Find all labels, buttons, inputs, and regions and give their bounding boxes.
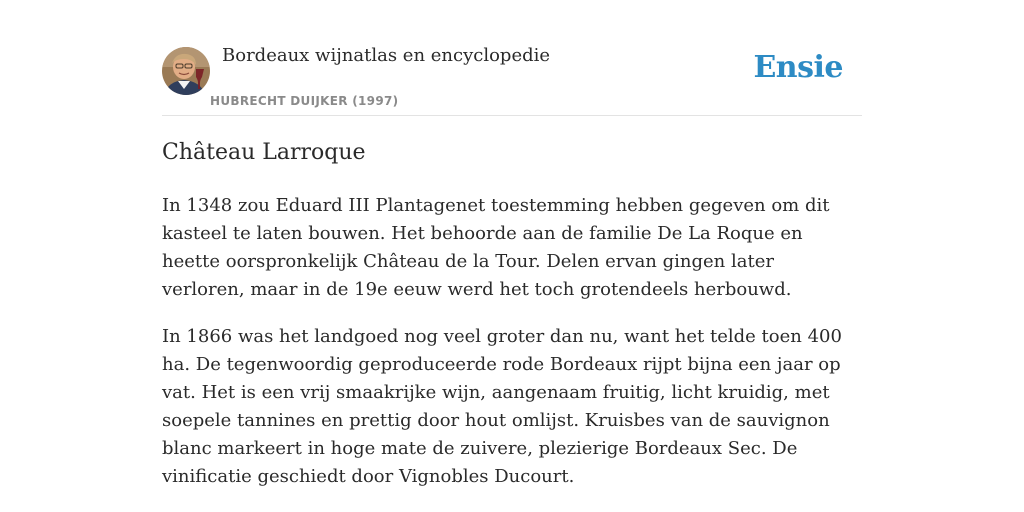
- page: [162, 0, 862, 512]
- article-paragraph-2: In 1866 was het landgoed nog veel groter dan nu, want het telde toen 400 ha. De tegenwoordig geproduceerde rode Bordeaux rijpt bijna een jaar op vat. Het is een vrij smaakrijke wijn, aangenaam fruitig, licht kruidig, met soepele tannines en prettig door hout omlijst. Kruisbes van de sauvignon blanc markeert in hoge mate de zuivere, plezierige Bordeaux Sec. De vinificatie geschiedt door Vignobles Ducourt.: [162, 326, 842, 487]
- author-byline[interactable]: HUBRECHT DUIJKER (1997): [210, 94, 399, 108]
- ensie-logo[interactable]: Ensie: [753, 50, 843, 85]
- article-paragraph-1: In 1348 zou Eduard III Plantagenet toestemming hebben gegeven om dit kasteel te laten bouwen. Het behoorde aan de familie De La Roque en heette oorspronkelijk Château de la Tour. Delen ervan gingen later verloren, maar in de 19e eeuw werd het toch grotendeels herbouwd.: [162, 195, 830, 300]
- article-title: Château Larroque: [162, 140, 366, 165]
- book-title[interactable]: Bordeaux wijnatlas en encyclopedie: [222, 45, 551, 66]
- article-body: [162, 192, 862, 510]
- header: [162, 0, 862, 116]
- avatar[interactable]: [162, 47, 210, 95]
- author-portrait-icon: [162, 47, 210, 95]
